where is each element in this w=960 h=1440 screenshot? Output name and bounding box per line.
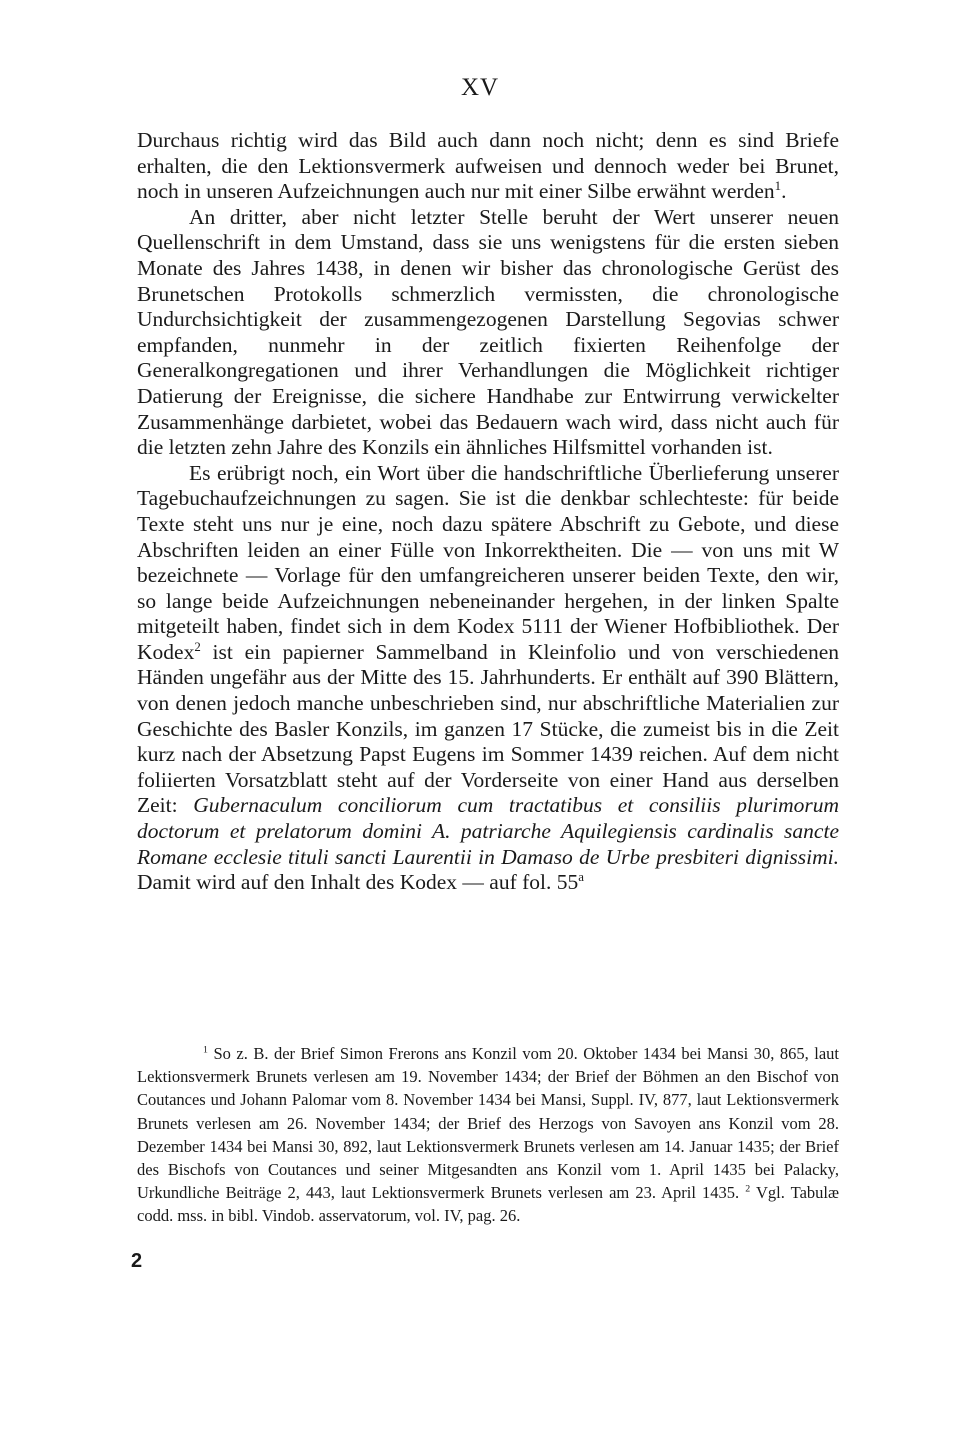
paragraph-1-text: Durchaus richtig wird das Bild auch dann noch nicht; denn es sind Briefe erhalten, die den Lektionsvermerk aufweisen und dennoch weder bei Brunet, noch in unseren Aufzeichnungen auch nur mit einer Silbe erwähnt werden — [137, 128, 839, 204]
paragraph-1-end: . — [781, 179, 787, 204]
footnote-1 — [137, 1042, 839, 1228]
page-number: XV — [460, 74, 500, 101]
footnote-ref-1: 1 — [774, 179, 782, 194]
printer-signature-mark: 2 — [131, 1250, 143, 1272]
folio-side-mark: a — [578, 870, 584, 885]
footnote-1-mark: 1 — [203, 1044, 208, 1056]
footnote-2-text: Vgl. Tabulæ codd. mss. in bibl. Vindob. asservatorum, vol. IV, pag. 26. — [137, 1183, 839, 1226]
paragraph-3 — [137, 461, 839, 896]
paragraph-3-part-c: Damit wird auf den Inhalt des Kodex — auf fol. 55 — [137, 870, 579, 895]
paragraph-3-part-b: ist ein papierner Sammelband in Kleinfolio und von verschiedenen Händen ungefähr aus der Mitte des 15. Jahrhunderts. Er enthält auf 390 Blättern, von denen jedoch manche unbeschrieben sind, nur abschriftliche Materialien zur Geschichte des Basler Konzils, im ganzen 17 Stücke, die zumeist bis in die Zeit kurz nach der Absetzung Papst Eugens im Sommer 1439 reichen. Auf dem nicht foliierten Vorsatzblatt steht auf der Vorderseite von einer Hand aus derselben Zeit: — [137, 639, 839, 818]
manuscript-title-quote: Gubernaculum conciliorum cum tractatibus et consiliis plurimorum doctorum et prelatorum domini A. patriarche Aquilegiensis cardinalis sancte Romane ecclesie tituli sancti Laurentii in Damaso de Urbe presbiteri dignissimi. — [137, 793, 839, 869]
footnote-1-text: So z. B. der Brief Simon Frerons ans Konzil vom 20. Oktober 1434 bei Mansi 30, 865, laut Lektionsvermerk Brunets verlesen am 19. November 1434; der Brief der Böhmen an den Bischof von Coutances und Johann Palomar vom 8. November 1434 bei Mansi, Suppl. IV, 877, laut Lektionsvermerk Brunets verlesen am 26. November 1434; der Brief des Herzogs von Savoyen ans Konzil vom 28. Dezember 1434 bei Mansi 30, 892, laut Lektionsvermerk Brunets verlesen am 14. Januar 1435; der Brief des Bischofs von Coutances und seiner Mitgesandten ans Konzil vom 1. April 1435 bei Palacky, Urkundliche Beiträge 2, 443, laut Lektionsvermerk Brunets verlesen am 23. April 1435. — [137, 1044, 839, 1203]
footnote-2-mark: 2 — [745, 1183, 751, 1195]
paragraph-3-part-a: Es erübrigt noch, ein Wort über die handschriftliche Überlieferung unserer Tagebuchaufzeichnungen zu sagen. Sie ist die denkbar schlechteste: für beide Texte steht uns nur je eine, noch dazu spätere Abschrift zu Gebote, und diese Abschriften leiden an einer Fülle von Inkorrektheiten. Die — von uns mit W bezeichnete — Vorlage für den umfangreicheren unserer beiden Texte, den wir, so lange beide Aufzeichnungen nebeneinander hergehen, in der linken Spalte mitgeteilt haben, findet sich in dem Kodex 5111 der Wiener Hofbibliothek. Der Kodex — [137, 460, 839, 664]
footnote-ref-2: 2 — [194, 639, 201, 654]
body-text — [137, 128, 839, 896]
paragraph-2: An dritter, aber nicht letzter Stelle beruht der Wert unserer neuen Quellenschrift in dem Umstand, dass sie uns wenigstens für die ersten sieben Monate des Jahres 1438, in denen wir bisher das chronologische Gerüst des Brunetschen Protokolls schmerzlich vermissten, die chronologische Undurchsichtigkeit der zusammengezogenen Darstellung Segovias schwer empfanden, nunmehr in der zeitlich fixierten Reihenfolge der Generalkongregationen und ihrer Verhandlungen die Möglichkeit richtiger Datierung der Ereignisse, die sichere Handhabe zur Entwirrung verwickelter Zusammenhänge darbietet, wobei das Bedauern wach wird, dass nicht auch für die letzten zehn Jahre des Konzils ein ähnliches Hilfsmittel vorhanden ist. — [137, 204, 839, 460]
footnotes — [137, 1042, 839, 1228]
paragraph-1 — [137, 128, 839, 205]
